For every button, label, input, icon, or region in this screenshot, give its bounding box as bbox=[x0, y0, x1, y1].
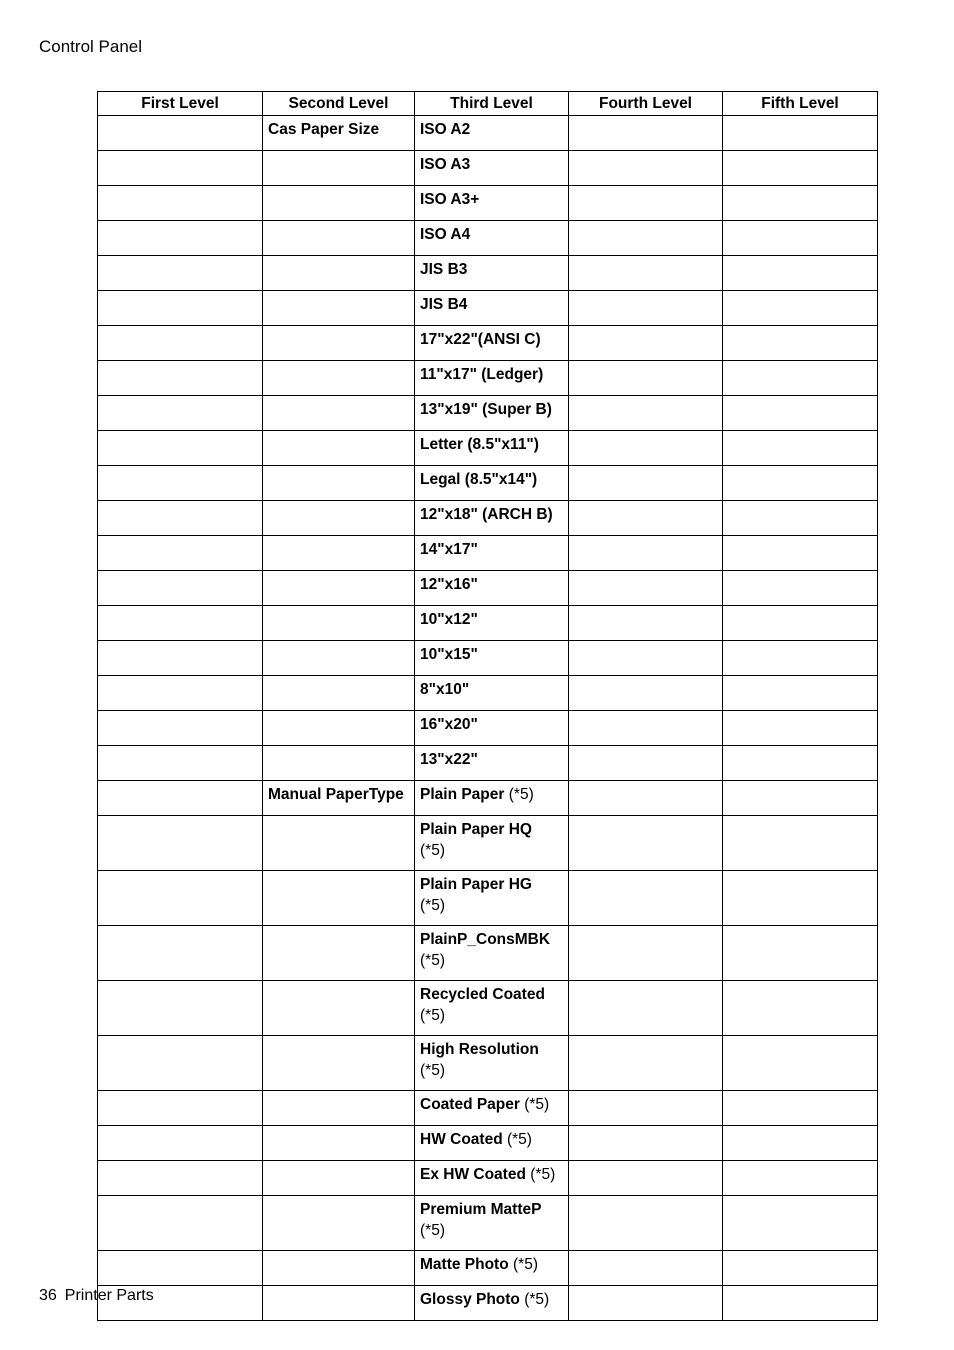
third-level-item: Letter (8.5"x11") bbox=[420, 436, 539, 453]
third-level-item: Coated Paper bbox=[420, 1096, 520, 1113]
cell-second-level bbox=[263, 291, 415, 326]
cell-third-level bbox=[415, 1161, 569, 1196]
cell-fourth-level bbox=[569, 536, 723, 571]
third-level-item: 8"x10" bbox=[420, 681, 470, 698]
cell-third-level bbox=[415, 676, 569, 711]
cell-fourth-level bbox=[569, 466, 723, 501]
cell-second-level bbox=[263, 1126, 415, 1161]
cell-first-level bbox=[98, 1036, 263, 1091]
cell-fourth-level bbox=[569, 641, 723, 676]
table-row bbox=[98, 116, 878, 151]
table-row bbox=[98, 981, 878, 1036]
cell-third-level bbox=[415, 781, 569, 816]
cell-third-level bbox=[415, 256, 569, 291]
cell-fourth-level bbox=[569, 571, 723, 606]
cell-second-level bbox=[263, 641, 415, 676]
cell-fourth-level bbox=[569, 1126, 723, 1161]
third-level-item: ISO A2 bbox=[420, 121, 471, 138]
table-row bbox=[98, 1161, 878, 1196]
cell-fifth-level bbox=[723, 606, 878, 641]
cell-fourth-level bbox=[569, 326, 723, 361]
cell-second-level bbox=[263, 676, 415, 711]
cell-second-level bbox=[263, 1036, 415, 1091]
cell-second-level bbox=[263, 221, 415, 256]
cell-second-level bbox=[263, 1251, 415, 1286]
third-level-item: Recycled Coated bbox=[420, 986, 545, 1003]
cell-second-level bbox=[263, 606, 415, 641]
third-level-item: 11"x17" (Ledger) bbox=[420, 366, 544, 383]
third-level-item: 10"x15" bbox=[420, 646, 478, 663]
cell-second-level bbox=[263, 711, 415, 746]
cell-fifth-level bbox=[723, 151, 878, 186]
cell-second-level bbox=[263, 256, 415, 291]
cell-first-level bbox=[98, 746, 263, 781]
cell-first-level bbox=[98, 1126, 263, 1161]
cell-fifth-level bbox=[723, 816, 878, 871]
third-level-note: (*5) bbox=[508, 786, 534, 803]
cell-fourth-level bbox=[569, 116, 723, 151]
cell-third-level bbox=[415, 1126, 569, 1161]
cell-fourth-level bbox=[569, 606, 723, 641]
table-row bbox=[98, 501, 878, 536]
cell-fourth-level bbox=[569, 256, 723, 291]
cell-fifth-level bbox=[723, 641, 878, 676]
third-level-item: ISO A3 bbox=[420, 156, 471, 173]
cell-third-level bbox=[415, 431, 569, 466]
cell-fifth-level bbox=[723, 1286, 878, 1321]
cell-first-level bbox=[98, 641, 263, 676]
table-body bbox=[98, 116, 878, 1321]
third-level-item: JIS B3 bbox=[420, 261, 468, 278]
third-level-item: PlainP_ConsMBK bbox=[420, 931, 551, 948]
cell-third-level bbox=[415, 926, 569, 981]
table-row bbox=[98, 1036, 878, 1091]
cell-fifth-level bbox=[723, 571, 878, 606]
cell-first-level bbox=[98, 1251, 263, 1286]
third-level-note: (*5) bbox=[420, 1222, 445, 1239]
cell-third-level bbox=[415, 816, 569, 871]
cell-first-level bbox=[98, 396, 263, 431]
cell-fifth-level bbox=[723, 466, 878, 501]
third-level-item: 12"x16" bbox=[420, 576, 478, 593]
cell-first-level bbox=[98, 151, 263, 186]
cell-first-level bbox=[98, 1091, 263, 1126]
cell-fourth-level bbox=[569, 221, 723, 256]
third-level-note: (*5) bbox=[420, 1007, 445, 1024]
cell-first-level bbox=[98, 501, 263, 536]
cell-first-level bbox=[98, 431, 263, 466]
cell-fifth-level bbox=[723, 186, 878, 221]
cell-fifth-level bbox=[723, 431, 878, 466]
cell-third-level bbox=[415, 746, 569, 781]
cell-first-level bbox=[98, 676, 263, 711]
table-row bbox=[98, 151, 878, 186]
table-row bbox=[98, 536, 878, 571]
cell-third-level bbox=[415, 536, 569, 571]
cell-second-level bbox=[263, 186, 415, 221]
cell-second-level bbox=[263, 361, 415, 396]
table-row bbox=[98, 256, 878, 291]
cell-fourth-level bbox=[569, 781, 723, 816]
cell-second-level bbox=[263, 536, 415, 571]
table-row bbox=[98, 816, 878, 871]
third-level-item: 17"x22"(ANSI C) bbox=[420, 331, 541, 348]
cell-second-level bbox=[263, 571, 415, 606]
cell-fifth-level bbox=[723, 981, 878, 1036]
cell-fifth-level bbox=[723, 1251, 878, 1286]
cell-second-level: Manual PaperType bbox=[263, 781, 415, 816]
table-row bbox=[98, 361, 878, 396]
cell-first-level bbox=[98, 711, 263, 746]
third-level-note: (*5) bbox=[524, 1096, 550, 1113]
cell-third-level bbox=[415, 1286, 569, 1321]
table-row bbox=[98, 466, 878, 501]
third-level-item: Glossy Photo bbox=[420, 1291, 520, 1308]
cell-first-level bbox=[98, 326, 263, 361]
third-level-note: (*5) bbox=[420, 897, 445, 914]
table-row bbox=[98, 711, 878, 746]
cell-second-level bbox=[263, 1161, 415, 1196]
table-row bbox=[98, 571, 878, 606]
third-level-item: JIS B4 bbox=[420, 296, 468, 313]
third-level-item: 13"x19" (Super B) bbox=[420, 401, 552, 418]
cell-second-level bbox=[263, 501, 415, 536]
cell-second-level bbox=[263, 981, 415, 1036]
cell-first-level bbox=[98, 781, 263, 816]
cell-first-level bbox=[98, 926, 263, 981]
cell-fourth-level bbox=[569, 1161, 723, 1196]
third-level-item: 13"x22" bbox=[420, 751, 478, 768]
third-level-item: High Resolution bbox=[420, 1041, 539, 1058]
cell-fifth-level bbox=[723, 291, 878, 326]
cell-fourth-level bbox=[569, 816, 723, 871]
cell-fourth-level bbox=[569, 1196, 723, 1251]
cell-fourth-level bbox=[569, 186, 723, 221]
cell-fourth-level bbox=[569, 1091, 723, 1126]
table-row bbox=[98, 221, 878, 256]
cell-fifth-level bbox=[723, 1036, 878, 1091]
table-row bbox=[98, 606, 878, 641]
table-row bbox=[98, 1126, 878, 1161]
cell-fifth-level bbox=[723, 1196, 878, 1251]
cell-fifth-level bbox=[723, 256, 878, 291]
cell-fifth-level bbox=[723, 536, 878, 571]
cell-fourth-level bbox=[569, 396, 723, 431]
cell-first-level bbox=[98, 466, 263, 501]
cell-fifth-level bbox=[723, 221, 878, 256]
cell-second-level: Cas Paper Size bbox=[263, 116, 415, 151]
cell-first-level bbox=[98, 186, 263, 221]
cell-fifth-level bbox=[723, 746, 878, 781]
cell-first-level bbox=[98, 981, 263, 1036]
third-level-item: 16"x20" bbox=[420, 716, 478, 733]
cell-second-level bbox=[263, 431, 415, 466]
column-header-first-level: First Level bbox=[98, 92, 263, 116]
third-level-item: HW Coated bbox=[420, 1131, 503, 1148]
cell-fifth-level bbox=[723, 676, 878, 711]
third-level-item: Plain Paper HQ bbox=[420, 821, 532, 838]
footer-section-title: Printer Parts bbox=[64, 1287, 154, 1304]
cell-third-level bbox=[415, 221, 569, 256]
menu-level-table bbox=[97, 91, 878, 1321]
cell-third-level bbox=[415, 186, 569, 221]
table-row bbox=[98, 291, 878, 326]
third-level-item: Matte Photo bbox=[420, 1256, 509, 1273]
table-row bbox=[98, 746, 878, 781]
cell-fifth-level bbox=[723, 871, 878, 926]
cell-fourth-level bbox=[569, 1286, 723, 1321]
table-row bbox=[98, 1251, 878, 1286]
cell-third-level bbox=[415, 981, 569, 1036]
third-level-note: (*5) bbox=[506, 1131, 532, 1148]
page-header: Control Panel bbox=[39, 37, 143, 56]
cell-second-level bbox=[263, 1091, 415, 1126]
cell-third-level bbox=[415, 151, 569, 186]
table-row bbox=[98, 676, 878, 711]
third-level-item: Premium MatteP bbox=[420, 1201, 542, 1218]
cell-second-level bbox=[263, 1196, 415, 1251]
third-level-item: 12"x18" (ARCH B) bbox=[420, 506, 553, 523]
third-level-item: 10"x12" bbox=[420, 611, 478, 628]
table-row bbox=[98, 1196, 878, 1251]
cell-second-level bbox=[263, 1286, 415, 1321]
cell-fifth-level bbox=[723, 116, 878, 151]
cell-third-level bbox=[415, 291, 569, 326]
cell-third-level bbox=[415, 606, 569, 641]
cell-first-level bbox=[98, 816, 263, 871]
cell-fifth-level bbox=[723, 1126, 878, 1161]
cell-first-level bbox=[98, 871, 263, 926]
cell-first-level bbox=[98, 1161, 263, 1196]
cell-second-level bbox=[263, 926, 415, 981]
cell-first-level bbox=[98, 606, 263, 641]
column-header-fourth-level: Fourth Level bbox=[569, 92, 723, 116]
third-level-item: ISO A3+ bbox=[420, 191, 480, 208]
cell-third-level bbox=[415, 1036, 569, 1091]
cell-fifth-level bbox=[723, 1091, 878, 1126]
column-header-second-level: Second Level bbox=[263, 92, 415, 116]
table-header-row bbox=[98, 92, 878, 116]
third-level-item: Ex HW Coated bbox=[420, 1166, 526, 1183]
cell-first-level bbox=[98, 221, 263, 256]
table-row bbox=[98, 781, 878, 816]
cell-second-level bbox=[263, 466, 415, 501]
cell-third-level bbox=[415, 326, 569, 361]
cell-third-level bbox=[415, 1251, 569, 1286]
cell-fourth-level bbox=[569, 711, 723, 746]
third-level-item: 14"x17" bbox=[420, 541, 478, 558]
cell-third-level bbox=[415, 711, 569, 746]
cell-fifth-level bbox=[723, 711, 878, 746]
third-level-note: (*5) bbox=[530, 1166, 556, 1183]
cell-fourth-level bbox=[569, 1251, 723, 1286]
cell-fourth-level bbox=[569, 291, 723, 326]
third-level-item: Plain Paper bbox=[420, 786, 505, 803]
page-footer bbox=[39, 1287, 154, 1305]
column-header-fifth-level: Fifth Level bbox=[723, 92, 878, 116]
column-header-third-level: Third Level bbox=[415, 92, 569, 116]
table-row bbox=[98, 396, 878, 431]
cell-fourth-level bbox=[569, 501, 723, 536]
cell-first-level bbox=[98, 1196, 263, 1251]
table-row bbox=[98, 326, 878, 361]
cell-third-level bbox=[415, 1091, 569, 1126]
cell-third-level bbox=[415, 871, 569, 926]
cell-second-level bbox=[263, 746, 415, 781]
cell-fifth-level bbox=[723, 1161, 878, 1196]
third-level-note: (*5) bbox=[420, 842, 445, 859]
cell-fifth-level bbox=[723, 926, 878, 981]
cell-third-level bbox=[415, 116, 569, 151]
cell-fourth-level bbox=[569, 871, 723, 926]
table-row bbox=[98, 926, 878, 981]
cell-fourth-level bbox=[569, 361, 723, 396]
cell-third-level bbox=[415, 1196, 569, 1251]
cell-first-level bbox=[98, 361, 263, 396]
third-level-note: (*5) bbox=[524, 1291, 550, 1308]
third-level-note: (*5) bbox=[513, 1256, 538, 1273]
cell-third-level bbox=[415, 466, 569, 501]
cell-fifth-level bbox=[723, 501, 878, 536]
third-level-note: (*5) bbox=[420, 1062, 445, 1079]
cell-second-level bbox=[263, 151, 415, 186]
cell-second-level bbox=[263, 396, 415, 431]
page-number: 36 bbox=[39, 1287, 57, 1304]
table-row bbox=[98, 1286, 878, 1321]
cell-first-level bbox=[98, 571, 263, 606]
table-row bbox=[98, 186, 878, 221]
cell-first-level bbox=[98, 116, 263, 151]
cell-fifth-level bbox=[723, 396, 878, 431]
cell-third-level bbox=[415, 641, 569, 676]
cell-fourth-level bbox=[569, 151, 723, 186]
third-level-item: ISO A4 bbox=[420, 226, 471, 243]
cell-fourth-level bbox=[569, 926, 723, 981]
third-level-note: (*5) bbox=[420, 952, 445, 969]
cell-fourth-level bbox=[569, 981, 723, 1036]
cell-third-level bbox=[415, 501, 569, 536]
cell-fourth-level bbox=[569, 676, 723, 711]
cell-fourth-level bbox=[569, 1036, 723, 1091]
third-level-item: Plain Paper HG bbox=[420, 876, 532, 893]
cell-second-level bbox=[263, 816, 415, 871]
cell-first-level bbox=[98, 256, 263, 291]
cell-fifth-level bbox=[723, 781, 878, 816]
cell-fifth-level bbox=[723, 326, 878, 361]
cell-third-level bbox=[415, 361, 569, 396]
cell-second-level bbox=[263, 871, 415, 926]
cell-third-level bbox=[415, 571, 569, 606]
cell-third-level bbox=[415, 396, 569, 431]
cell-first-level bbox=[98, 536, 263, 571]
cell-first-level bbox=[98, 291, 263, 326]
cell-fifth-level bbox=[723, 361, 878, 396]
table-row bbox=[98, 1091, 878, 1126]
table-row bbox=[98, 431, 878, 466]
table-row bbox=[98, 641, 878, 676]
third-level-item: Legal (8.5"x14") bbox=[420, 471, 538, 488]
cell-fourth-level bbox=[569, 746, 723, 781]
cell-fourth-level bbox=[569, 431, 723, 466]
cell-second-level bbox=[263, 326, 415, 361]
table-row bbox=[98, 871, 878, 926]
